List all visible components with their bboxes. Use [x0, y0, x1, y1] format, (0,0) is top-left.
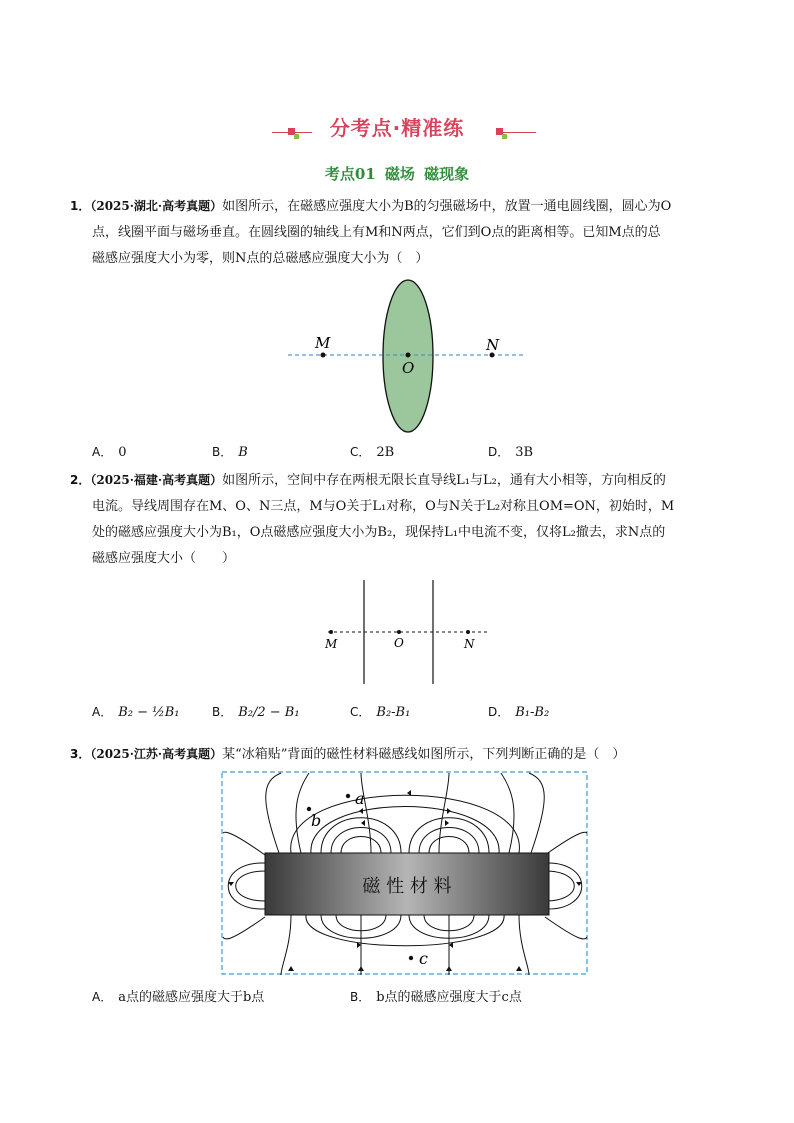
label-m: M — [315, 334, 331, 352]
option-c[interactable]: C． 2B — [350, 445, 395, 460]
label-n: N — [464, 637, 475, 651]
banner-right-square-green — [502, 134, 507, 139]
option-b[interactable]: B． B₂/2 − B₁ — [212, 705, 300, 720]
option-c[interactable]: C． B₂-B₁ — [350, 705, 411, 720]
magnet-field-figure — [221, 771, 589, 977]
question-text-line: 某“冰箱贴”背面的磁性材料磁感线如图所示，下列判断正确的是（ ） — [222, 747, 626, 762]
question-number: 3． — [70, 747, 91, 761]
option-b[interactable]: B． B — [212, 445, 248, 460]
option-a[interactable]: A． 0 — [92, 445, 127, 460]
question-3 — [70, 741, 730, 768]
question-text-line: 处的磁感应强度大小为B₁，O点磁感应强度大小为B₂，现保持L₁中电流不变，仅将L₂撤去，求N点的 — [92, 525, 666, 540]
section-banner — [0, 112, 794, 142]
section-subtitle: 考点01 磁场 磁现象 — [324, 165, 470, 183]
coil-figure — [280, 276, 540, 436]
point-o — [397, 630, 401, 634]
question-text-line: 电流。导线周围存在M、O、N三点，M与O关于L₁对称，O与N关于L₂对称且OM=ON，初始时，M — [92, 499, 675, 514]
label-m: M — [325, 637, 338, 651]
label-o: O — [402, 359, 415, 377]
label-c: c — [419, 949, 428, 968]
page-title: 分考点·精准练 — [329, 116, 465, 140]
label-n: N — [486, 336, 500, 354]
question-1 — [70, 193, 730, 272]
label-o: O — [394, 636, 404, 650]
question-source: （2025·福建·高考真题） — [90, 473, 223, 487]
question-2 — [70, 467, 730, 572]
label-a: a — [355, 789, 365, 808]
option-d[interactable]: D． 3B — [488, 445, 534, 460]
point-m — [321, 353, 326, 358]
wires-figure — [318, 578, 498, 688]
option-b[interactable]: B． b点的磁感应强度大于c点 — [350, 990, 522, 1005]
option-a[interactable]: A． B₂ − ½B₁ — [92, 705, 180, 720]
option-d[interactable]: D． B₁-B₂ — [488, 705, 550, 720]
question-text-line: 如图所示，空间中存在两根无限长直导线L₁与L₂，通有大小相等，方向相反的 — [222, 473, 666, 488]
point-n — [466, 630, 470, 634]
magnet-label: 磁 性 材 料 — [362, 876, 452, 897]
question-source: （2025·湖北·高考真题） — [90, 199, 223, 213]
label-b: b — [311, 811, 322, 830]
question-text-line: 点，线圈平面与磁场垂直。在圆线圈的轴线上有M和N两点，它们到O点的距离相等。已知M点的总 — [92, 225, 661, 240]
q2-options — [92, 703, 732, 727]
question-text-line: 如图所示，在磁感应强度大小为B的匀强磁场中，放置一通电圆线圈，圆心为O — [222, 199, 672, 214]
point-o — [406, 353, 411, 358]
question-text-line: 磁感应强度大小（ ） — [92, 551, 236, 566]
q3-options — [92, 986, 732, 1008]
point-a — [346, 794, 350, 798]
question-number: 1． — [70, 199, 91, 213]
point-m — [329, 630, 333, 634]
question-text-line: 磁感应强度大小为零，则N点的总磁感应强度大小为（ ） — [92, 251, 429, 266]
question-number: 2． — [70, 473, 91, 487]
point-c — [409, 956, 413, 960]
q1-options — [92, 443, 732, 465]
option-a[interactable]: A． a点的磁感应强度大于b点 — [92, 990, 265, 1005]
question-source: （2025·江苏·高考真题） — [90, 747, 223, 761]
